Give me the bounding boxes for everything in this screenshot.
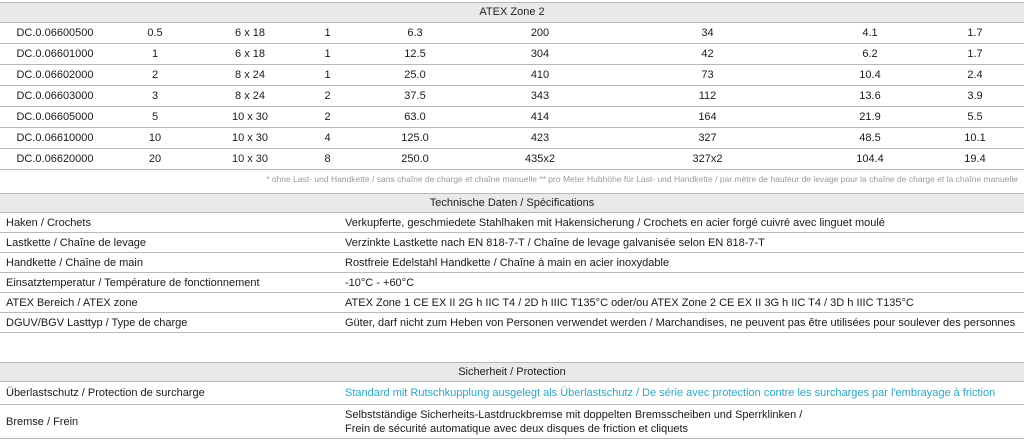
tech-value: Verkupferte, geschmiedete Stahlhaken mit Hakensicherung / Crochets en acier forgé cuivré avec linguet moulé bbox=[345, 216, 885, 229]
safety-value-line: Frein de sécurité automatique avec deux disques de friction et cliquets bbox=[345, 423, 689, 435]
table-row bbox=[0, 44, 1024, 65]
cell-col-8: 13.6 bbox=[859, 90, 881, 102]
cell-falls: 1 bbox=[324, 27, 331, 39]
safety-label: Bremse / Frein bbox=[6, 415, 79, 428]
tech-row-load-chain bbox=[0, 233, 1024, 253]
zone-table-title: ATEX Zone 2 bbox=[479, 6, 545, 18]
table-row bbox=[0, 107, 1024, 128]
cell-col-7: 327 bbox=[698, 132, 717, 144]
cell-col-9: 1.7 bbox=[967, 27, 983, 39]
tech-row-atex-zone bbox=[0, 293, 1024, 313]
cell-capacity: 2 bbox=[151, 69, 159, 81]
safety-value bbox=[345, 405, 802, 438]
cell-falls: 2 bbox=[324, 90, 331, 102]
cell-chain-size: 8 x 24 bbox=[235, 90, 265, 102]
tech-value: -10°C - +60°C bbox=[345, 276, 415, 289]
zone-table-footnote: * ohne Last- und Handkette / sans chaîne de charge et chaîne manuelle ** pro Meter Hubhöhe für Last- und Handkette / par mètre de hauteur de levage pour la chaîne de charge et la chaîne manuelle bbox=[266, 174, 1018, 184]
tech-label: Handkette / Chaîne de main bbox=[6, 256, 143, 269]
cell-col-8: 48.5 bbox=[859, 132, 881, 144]
cell-falls: 1 bbox=[324, 48, 331, 60]
tech-value: Verzinkte Lastkette nach EN 818-7-T / Chaîne de levage galvanisée selon EN 818-7-T bbox=[345, 236, 765, 249]
tech-title: Technische Daten / Spécifications bbox=[429, 197, 595, 209]
cell-col-5: 6.3 bbox=[407, 27, 423, 39]
cell-col-5: 12.5 bbox=[404, 48, 426, 60]
cell-chain-size: 10 x 30 bbox=[231, 153, 269, 165]
cell-col-6: 435x2 bbox=[525, 153, 555, 165]
cell-article-number: DC.0.06600500 bbox=[16, 27, 94, 39]
cell-col-8: 4.1 bbox=[862, 27, 878, 39]
cell-article-number: DC.0.06603000 bbox=[16, 90, 94, 102]
cell-col-9: 2.4 bbox=[967, 69, 983, 81]
cell-capacity: 3 bbox=[151, 90, 159, 102]
tech-row-hooks bbox=[0, 213, 1024, 233]
safety-value-line: Selbstständige Sicherheits-Lastdruckbremse mit doppelten Bremsscheiben und Sperrklinken / bbox=[345, 409, 803, 421]
cell-col-5: 63.0 bbox=[404, 111, 426, 123]
tech-row-temperature bbox=[0, 273, 1024, 293]
cell-col-8: 10.4 bbox=[859, 69, 881, 81]
cell-col-7: 34 bbox=[701, 27, 714, 39]
cell-col-7: 112 bbox=[698, 90, 717, 102]
cell-article-number: DC.0.06610000 bbox=[16, 132, 94, 144]
tech-label: ATEX Bereich / ATEX zone bbox=[6, 296, 138, 309]
cell-col-9: 5.5 bbox=[967, 111, 983, 123]
cell-col-6: 414 bbox=[530, 111, 550, 123]
cell-article-number: DC.0.06620000 bbox=[16, 153, 94, 165]
cell-col-7: 164 bbox=[698, 111, 717, 123]
safety-value: Standard mit Rutschkupplung ausgelegt als Überlastschutz / De série avec protection contre les surcharges par l'embrayage à friction bbox=[345, 387, 996, 399]
tech-row-load-type bbox=[0, 313, 1024, 333]
cell-falls: 4 bbox=[324, 132, 331, 144]
cell-col-6: 423 bbox=[530, 132, 550, 144]
tech-label: DGUV/BGV Lasttyp / Type de charge bbox=[6, 316, 188, 329]
cell-capacity: 5 bbox=[151, 111, 159, 123]
cell-chain-size: 10 x 30 bbox=[231, 111, 269, 123]
cell-chain-size: 6 x 18 bbox=[235, 27, 265, 39]
cell-article-number: DC.0.06602000 bbox=[16, 69, 94, 81]
cell-col-6: 410 bbox=[530, 69, 550, 81]
cell-col-8: 21.9 bbox=[859, 111, 881, 123]
table-row bbox=[0, 23, 1024, 44]
tech-label: Haken / Crochets bbox=[6, 216, 91, 229]
cell-col-6: 304 bbox=[530, 48, 550, 60]
cell-capacity: 0.5 bbox=[147, 27, 163, 39]
tech-value: Rostfreie Edelstahl Handkette / Chaîne à main en acier inoxydable bbox=[345, 256, 670, 269]
zone-table-header bbox=[0, 2, 1024, 23]
cell-col-7: 73 bbox=[701, 69, 714, 81]
cell-chain-size: 6 x 18 bbox=[235, 48, 265, 60]
safety-label: Überlastschutz / Protection de surcharge bbox=[6, 387, 205, 399]
cell-chain-size: 10 x 30 bbox=[231, 132, 269, 144]
cell-col-5: 37.5 bbox=[404, 90, 426, 102]
cell-capacity: 10 bbox=[148, 132, 162, 144]
tech-value: ATEX Zone 1 CE EX II 2G h IIC T4 / 2D h IIIC T135°C oder/ou ATEX Zone 2 CE EX II 3G h IIC T4 / 3D h IIIC T135°C bbox=[345, 296, 914, 309]
cell-col-6: 343 bbox=[530, 90, 550, 102]
tech-value: Güter, darf nicht zum Heben von Personen verwendet werden / Marchandises, ne peuvent pas être utilisées pour soulever des personnes bbox=[345, 316, 1016, 329]
safety-row-overload bbox=[0, 382, 1024, 405]
cell-col-9: 3.9 bbox=[967, 90, 983, 102]
cell-chain-size: 8 x 24 bbox=[235, 69, 265, 81]
tech-header bbox=[0, 193, 1024, 213]
cell-article-number: DC.0.06605000 bbox=[16, 111, 94, 123]
cell-falls: 1 bbox=[324, 69, 331, 81]
safety-row-brake bbox=[0, 405, 1024, 439]
cell-capacity: 20 bbox=[148, 153, 162, 165]
cell-col-5: 25.0 bbox=[404, 69, 426, 81]
cell-capacity: 1 bbox=[151, 48, 159, 60]
cell-col-9: 1.7 bbox=[967, 48, 983, 60]
tech-label: Einsatztemperatur / Température de fonctionnement bbox=[6, 276, 260, 289]
table-row bbox=[0, 128, 1024, 149]
cell-article-number: DC.0.06601000 bbox=[16, 48, 94, 60]
cell-col-8: 6.2 bbox=[862, 48, 878, 60]
cell-falls: 8 bbox=[324, 153, 331, 165]
table-row bbox=[0, 86, 1024, 107]
safety-title: Sicherheit / Protection bbox=[458, 366, 566, 378]
table-row bbox=[0, 149, 1024, 170]
cell-col-7: 327x2 bbox=[692, 153, 723, 165]
safety-header bbox=[0, 362, 1024, 382]
cell-col-9: 10.1 bbox=[964, 132, 986, 144]
cell-col-5: 250.0 bbox=[401, 153, 429, 165]
table-row bbox=[0, 65, 1024, 86]
cell-col-8: 104.4 bbox=[856, 153, 884, 165]
cell-col-9: 19.4 bbox=[964, 153, 986, 165]
cell-falls: 2 bbox=[324, 111, 331, 123]
cell-col-7: 42 bbox=[701, 48, 714, 60]
cell-col-6: 200 bbox=[530, 27, 550, 39]
cell-col-5: 125.0 bbox=[401, 132, 429, 144]
tech-row-hand-chain bbox=[0, 253, 1024, 273]
tech-label: Lastkette / Chaîne de levage bbox=[6, 236, 147, 249]
